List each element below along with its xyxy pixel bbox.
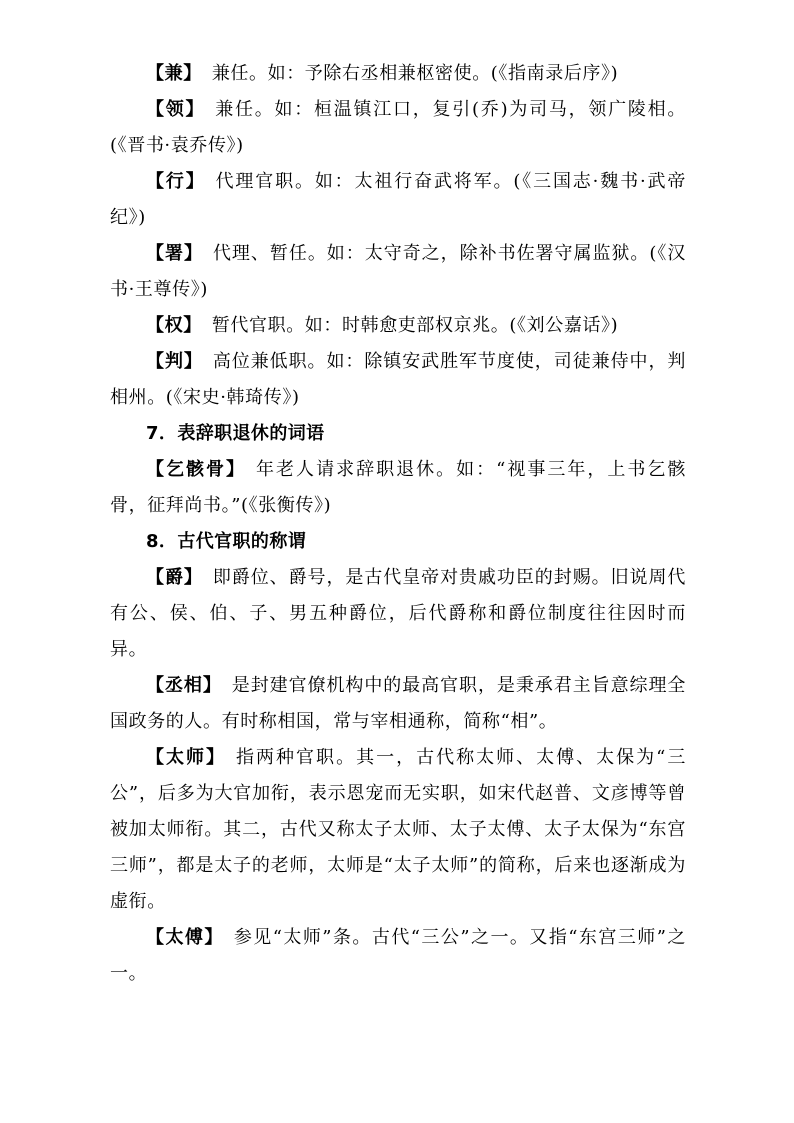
- entry-jian: [110, 56, 686, 92]
- entry-term: 【领】: [146, 99, 206, 120]
- entry-text: 即爵位、爵号，是古代皇帝对贵戚功臣的封赐。旧说周代有公、侯、伯、子、男五种爵位，后代爵称和爵位制度往往因时而异。: [110, 567, 686, 660]
- entry-term: 【兼】: [146, 63, 202, 84]
- entry-chengxiang: [110, 668, 686, 740]
- entry-text: 参见“太师”条。古代“三公”之一。又指“东宫三师”之一。: [110, 927, 687, 984]
- entry-taifu: [110, 920, 686, 992]
- entry-text: 兼任。如：予除右丞相兼枢密使。(《指南录后序》): [211, 63, 619, 84]
- entry-term: 【行】: [146, 171, 206, 192]
- entry-text: 暂代官职。如：时韩愈吏部权京兆。(《刘公嘉话》): [211, 315, 619, 336]
- section-heading-7: 7．表辞职退休的词语: [146, 423, 325, 444]
- entry-xing: [110, 164, 686, 236]
- entry-term: 【乞骸骨】: [146, 459, 247, 480]
- entry-pan: [110, 344, 686, 416]
- entry-term: 【爵】: [146, 567, 203, 588]
- entry-quan: [110, 308, 686, 344]
- entry-term: 【权】: [146, 315, 202, 336]
- document-page: [110, 56, 686, 992]
- entry-taishi: [110, 740, 686, 920]
- entry-text: 代理、暂任。如：太守奇之，除补书佐署守属监狱。(《汉书·王尊传》): [110, 243, 686, 300]
- entry-ling: [110, 92, 686, 164]
- entry-qihaigu: [110, 452, 686, 524]
- entry-text: 是封建官僚机构中的最高官职，是秉承君主旨意综理全国政务的人。有时称相国，常与宰相通称，简称“相”。: [110, 675, 686, 732]
- entry-shu: [110, 236, 686, 308]
- entry-term: 【太师】: [146, 747, 227, 768]
- entry-text: 年老人请求辞职退休。如：“视事三年，上书乞骸骨，征拜尚书。”(《张衡传》): [110, 459, 687, 516]
- entry-term: 【署】: [146, 243, 203, 264]
- entry-text: 兼任。如：桓温镇江口，复引(乔)为司马，领广陵相。(《晋书·袁乔传》): [110, 99, 686, 156]
- entry-text: 高位兼低职。如：除镇安武胜军节度使，司徒兼侍中，判相州。(《宋史·韩琦传》): [110, 351, 686, 408]
- section-heading-8: 8．古代官职的称谓: [146, 531, 307, 552]
- entry-text: 指两种官职。其一，古代称太师、太傅、太保为“三公”，后多为大官加衔，表示恩宠而无实职，如宋代赵普、文彦博等曾被加太师衔。其二，古代又称太子太师、太子太傅、太子太保为“东宫三师”，都是太子的老师，太师是“太子太师”的简称，后来也逐渐成为虚衔。: [110, 747, 686, 912]
- entry-term: 【判】: [146, 351, 203, 372]
- entry-jue: [110, 560, 686, 668]
- entry-text: 代理官职。如：太祖行奋武将军。(《三国志·魏书·武帝纪》): [110, 171, 686, 228]
- entry-term: 【丞相】: [146, 675, 222, 696]
- entry-term: 【太傅】: [146, 927, 224, 948]
